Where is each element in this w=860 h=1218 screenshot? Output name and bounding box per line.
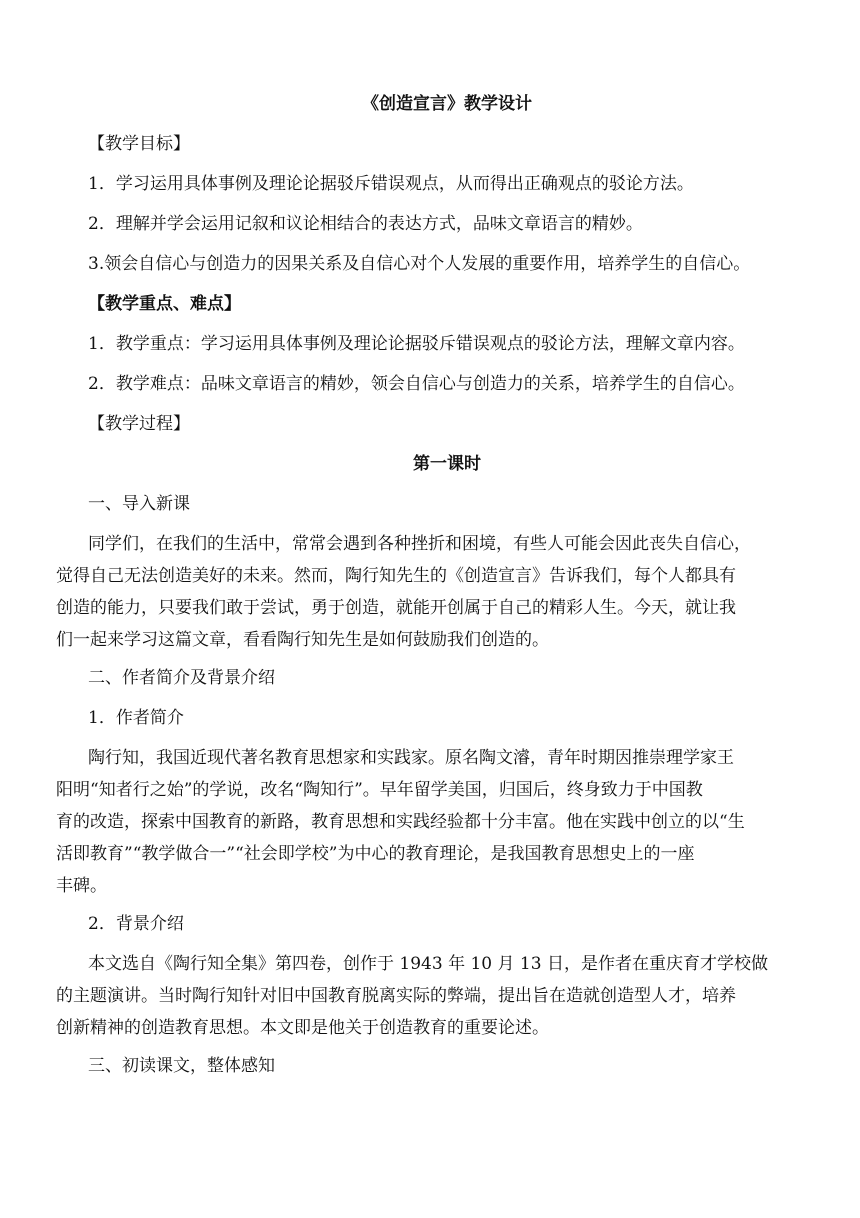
lesson-heading: 第一课时 [413,454,481,474]
author-paragraph [56,742,806,902]
teaching-goal-3: 3.领会自信心与创造力的因果关系及自信心对个人发展的重要作用，培养学生的自信心。 [88,254,751,274]
key-point-2: 2．教学难点：品味文章语言的精妙，领会自信心与创造力的关系，培养学生的自信心。 [88,374,745,394]
intro-line-4: 们一起来学习这篇文章，看看陶行知先生是如何鼓励我们创造的。 [56,630,549,650]
key-point-1: 1．教学重点：学习运用具体事例及理论论据驳斥错误观点的驳论方法，理解文章内容。 [88,334,745,354]
document-content [56,88,806,1082]
intro-paragraph [56,528,806,656]
subsection-2-heading: 2．背景介绍 [88,914,184,934]
background-line-3: 创新精神的创造教育思想。本文即是他关于创造教育的重要论述。 [56,1018,549,1038]
intro-line-2: 觉得自己无法创造美好的未来。然而，陶行知先生的《创造宣言》告诉我们，每个人都具有 [56,566,736,586]
background-line-1: 本文选自《陶行知全集》第四卷，创作于 1943 年 10 月 13 日，是作者在重庆育才学校做 [88,954,768,974]
author-line-3: 育的改造，探索中国教育的新路，教育思想和实践经验都十分丰富。他在实践中创立的以“生 [56,812,745,832]
process-heading: 【教学过程】 [88,414,190,434]
intro-line-3: 创造的能力，只要我们敢于尝试，勇于创造，就能开创属于自己的精彩人生。今天，就让我 [56,598,736,618]
teaching-goals-heading: 【教学目标】 [88,134,190,154]
subsection-1-heading: 1．作者简介 [88,708,184,728]
author-line-5: 丰碑。 [56,876,107,896]
teaching-goal-2: 2．理解并学会运用记叙和议论相结合的表达方式，品味文章语言的精妙。 [88,214,643,234]
author-line-2: 阳明“知者行之始”的学说，改名“陶知行”。早年留学美国，归国后，终身致力于中国教 [56,780,703,800]
teaching-goal-1: 1．学习运用具体事例及理论论据驳斥错误观点，从而得出正确观点的驳论方法。 [88,174,694,194]
key-points-heading: 【教学重点、难点】 [88,294,241,314]
background-line-2: 的主题演讲。当时陶行知针对旧中国教育脱离实际的弊端，提出旨在造就创造型人才，培养 [56,986,736,1006]
intro-line-1: 同学们，在我们的生活中，常常会遇到各种挫折和困境，有些人可能会因此丧失自信心， [88,534,751,554]
section-2-heading: 二、作者简介及背景介绍 [88,668,275,688]
author-line-4: 活即教育”“教学做合一”“社会即学校”为中心的教育理论，是我国教育思想史上的一座 [56,844,695,864]
document-title: 《创造宣言》教学设计 [362,94,532,114]
section-3-heading: 三、初读课文，整体感知 [88,1056,275,1076]
author-line-1: 陶行知，我国近现代著名教育思想家和实践家。原名陶文濬，青年时期因推崇理学家王 [88,748,734,768]
section-1-heading: 一、导入新课 [88,494,190,514]
background-paragraph [56,948,806,1044]
